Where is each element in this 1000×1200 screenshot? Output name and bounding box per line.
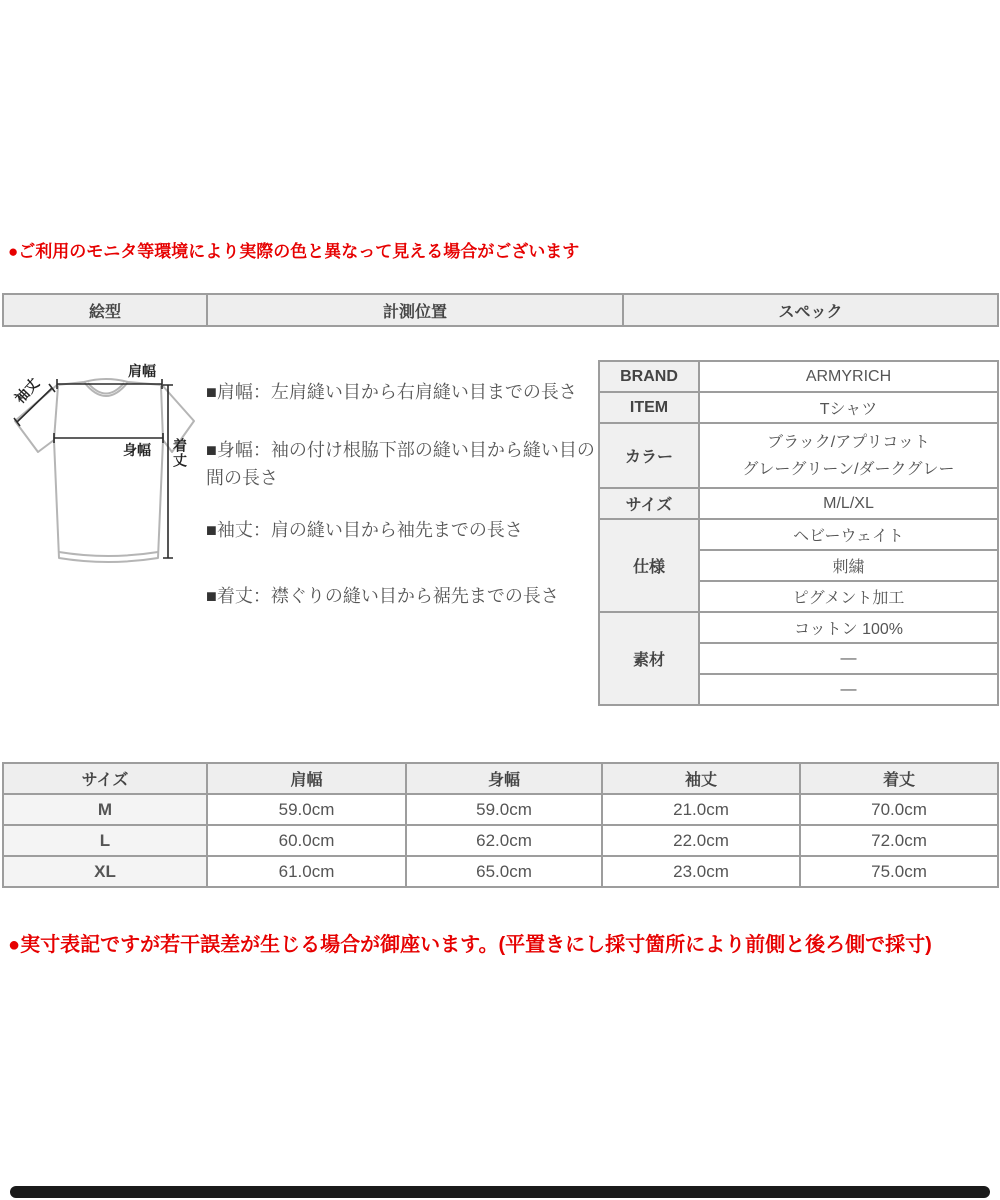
- monitor-color-notice: ●ご利用のモニタ等環境により実際の色と異なって見える場合がございます: [8, 242, 580, 261]
- garment-length-line: [163, 385, 173, 558]
- size-name-l: L: [3, 825, 207, 856]
- size-col-header-sleeve: 袖丈: [602, 763, 800, 794]
- color-line-2: グレーグリーン/ダークグレー: [742, 460, 955, 478]
- spec-row-size: [599, 488, 998, 519]
- note-text: 肩幅：左肩縫い目から右肩縫い目までの長さ: [216, 382, 577, 402]
- section-header-table: [2, 293, 999, 327]
- tshirt-measurement-diagram: [2, 356, 198, 586]
- size-xl-sleeve: 23.0cm: [602, 856, 800, 887]
- size-xl-length: 75.0cm: [800, 856, 998, 887]
- size-col-header-length: 着丈: [800, 763, 998, 794]
- spec-row-item: [599, 392, 998, 423]
- size-name-xl: XL: [3, 856, 207, 887]
- size-l-shoulder: 60.0cm: [207, 825, 406, 856]
- header-spec: スペック: [623, 294, 998, 326]
- spec-value-material-2: —: [699, 643, 998, 674]
- measurement-tolerance-notice: ●実寸表記ですが若干誤差が生じる場合が御座います。(平置きにし採寸箇所により前側と後ろ側で採寸): [8, 934, 932, 956]
- diagram-label-body-width: 身幅: [123, 442, 151, 458]
- spec-table: [598, 360, 999, 706]
- square-bullet-icon: ■: [206, 382, 217, 402]
- spec-value-feature-2: 刺繍: [699, 550, 998, 581]
- size-xl-shoulder: 61.0cm: [207, 856, 406, 887]
- spec-value-color: [699, 423, 998, 488]
- diagram-label-garment-length: 着丈: [172, 438, 188, 468]
- spec-label-brand: BRAND: [599, 361, 699, 392]
- size-col-header-shoulder: 肩幅: [207, 763, 406, 794]
- spec-value-material-3: —: [699, 674, 998, 705]
- note-sleeve-length: [206, 516, 598, 544]
- spec-label-material: 素材: [599, 612, 699, 705]
- size-m-length: 70.0cm: [800, 794, 998, 825]
- spec-row-brand: [599, 361, 998, 392]
- right-sleeve-seam: [161, 386, 163, 440]
- size-row-m: [3, 794, 998, 825]
- spec-value-size: M/L/XL: [699, 488, 998, 519]
- size-row-l: [3, 825, 998, 856]
- spec-value-feature-3: ピグメント加工: [699, 581, 998, 612]
- square-bullet-icon: ■: [206, 586, 217, 606]
- size-l-length: 72.0cm: [800, 825, 998, 856]
- note-shoulder-width: [206, 378, 598, 406]
- tshirt-outline: [15, 379, 194, 562]
- spec-value-material-1: コットン 100%: [699, 612, 998, 643]
- hem-line: [59, 552, 158, 556]
- size-col-header-size: サイズ: [3, 763, 207, 794]
- header-measure-position: 計測位置: [207, 294, 623, 326]
- square-bullet-icon: ■: [206, 520, 217, 540]
- spec-row-material-1: [599, 612, 998, 643]
- bottom-divider-bar: [10, 1186, 990, 1198]
- note-text: 身幅：袖の付け根脇下部の縫い目から縫い目の間の長さ: [206, 440, 595, 488]
- note-garment-length: [206, 582, 598, 610]
- size-m-shoulder: 59.0cm: [207, 794, 406, 825]
- size-l-width: 62.0cm: [406, 825, 602, 856]
- size-l-sleeve: 22.0cm: [602, 825, 800, 856]
- size-m-width: 59.0cm: [406, 794, 602, 825]
- size-table: [2, 762, 999, 888]
- spec-row-feature-1: [599, 519, 998, 550]
- size-table-header-row: [3, 763, 998, 794]
- left-sleeve-seam: [54, 386, 58, 440]
- size-col-header-width: 身幅: [406, 763, 602, 794]
- size-name-m: M: [3, 794, 207, 825]
- spec-value-feature-1: ヘビーウェイト: [699, 519, 998, 550]
- spec-value-brand: ARMYRICH: [699, 361, 998, 392]
- size-m-sleeve: 21.0cm: [602, 794, 800, 825]
- spec-label-size: サイズ: [599, 488, 699, 519]
- size-xl-width: 65.0cm: [406, 856, 602, 887]
- spec-value-item: Tシャツ: [699, 392, 998, 423]
- spec-row-color: [599, 423, 998, 488]
- color-line-1: ブラック/アプリコット: [767, 433, 930, 451]
- square-bullet-icon: ■: [206, 440, 217, 460]
- note-body-width: [206, 436, 598, 492]
- spec-label-color: カラー: [599, 423, 699, 488]
- note-text: 着丈：襟ぐりの縫い目から裾先までの長さ: [216, 586, 559, 606]
- measurement-lines: [14, 379, 173, 558]
- spec-label-item: ITEM: [599, 392, 699, 423]
- diagram-label-sleeve-length: 袖丈: [11, 374, 43, 407]
- note-text: 袖丈：肩の縫い目から袖先までの長さ: [216, 520, 523, 540]
- diagram-label-shoulder-width: 肩幅: [128, 363, 156, 379]
- header-illustration: 絵型: [3, 294, 207, 326]
- spec-label-feature: 仕様: [599, 519, 699, 612]
- section-header-row: [3, 294, 998, 326]
- size-row-xl: [3, 856, 998, 887]
